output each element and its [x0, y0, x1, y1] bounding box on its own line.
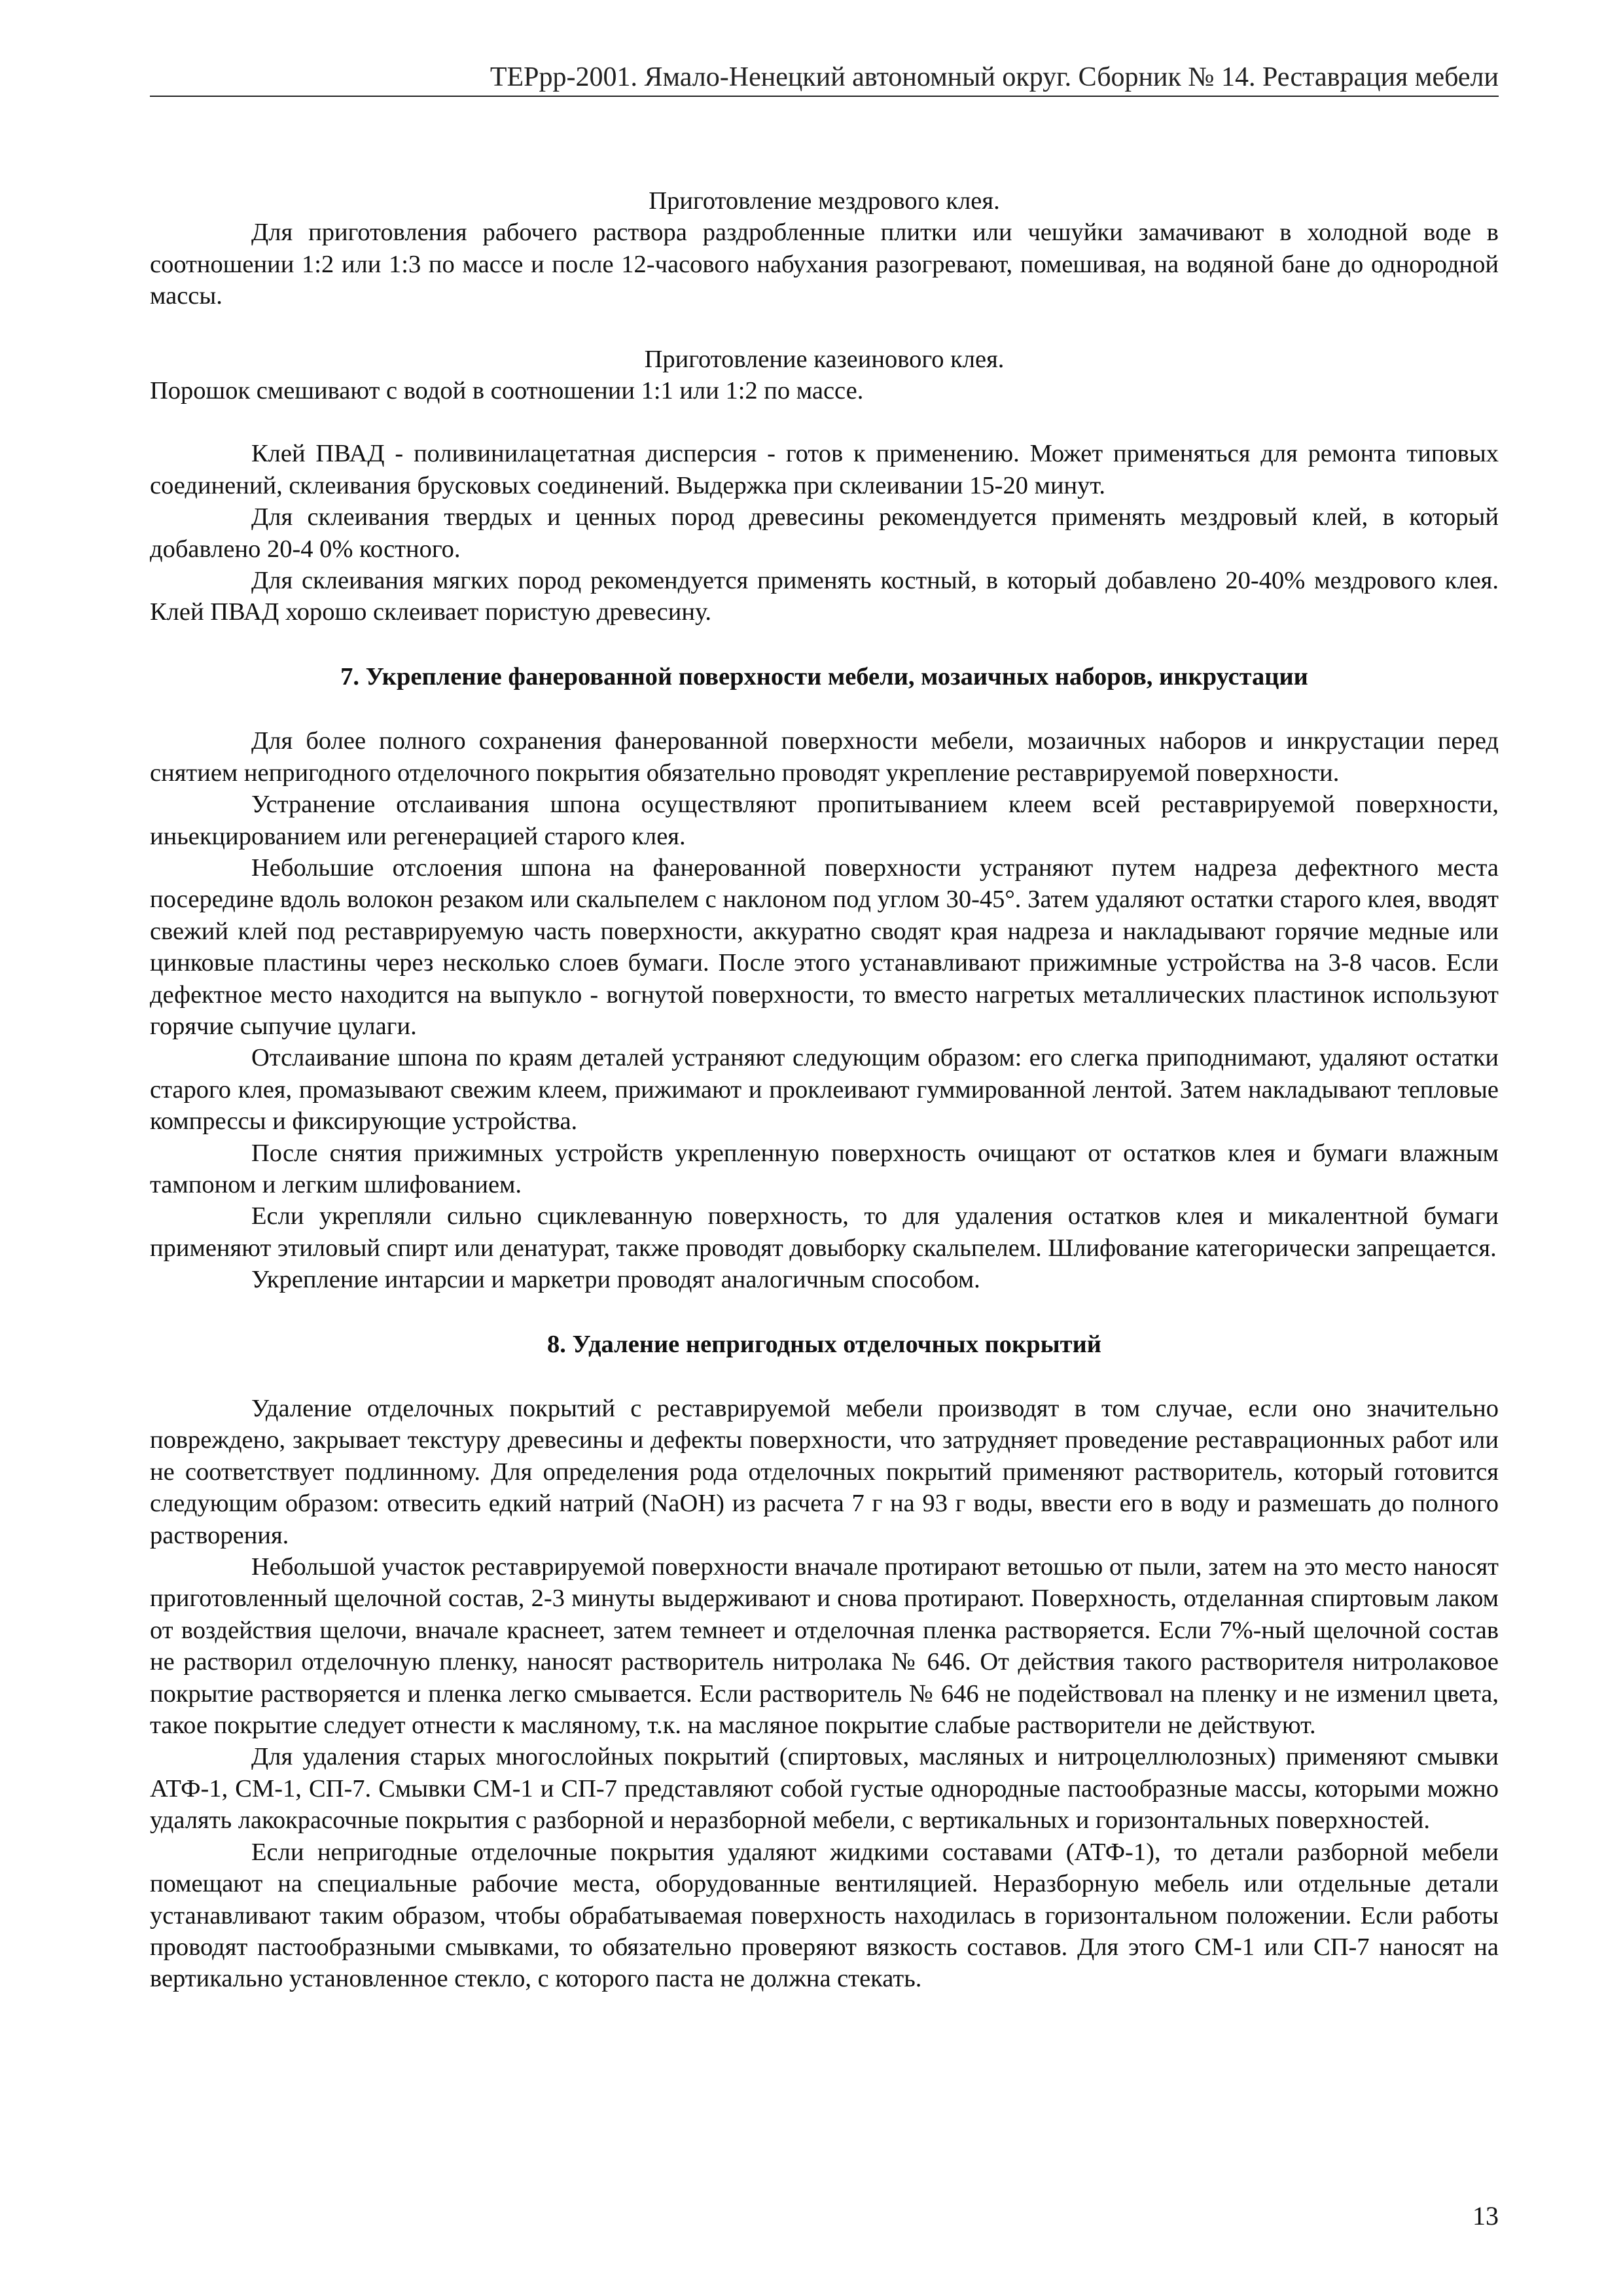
casein-glue-text: Порошок смешивают с водой в соотношении 1:1 или 1:2 по массе.	[150, 377, 864, 405]
casein-glue-title: Приготовление казеинового клея.	[644, 345, 1005, 373]
section-7-paragraph: Отслаивание шпона по краям деталей устраняют следующим образом: его слегка приподнимают, удаляют остатки старого клея, промазывают свежим клеем, прижимают и проклеивают гуммированной лентой. Затем накладывают тепловые компрессы и фиксирующие устройства.	[150, 1044, 1499, 1136]
document-page	[150, 0, 1499, 2296]
spacer	[150, 692, 1499, 725]
mezdra-glue-text: Для приготовления рабочего раствора раздробленные плитки или чешуйки замачивают в холодной воде в соотношении 1:2 или 1:3 по массе и после 12-часового набухания разогревают, помешивая, на водяной бане до однородной массы.	[150, 219, 1499, 310]
spacer	[150, 628, 1499, 661]
soft-wood-glue-text: Для склеивания мягких пород рекомендуется применять костный, в который добавлено 20-40% мездрового клея. Клей ПВАД хорошо склеивает пористую древесину.	[150, 567, 1499, 626]
section-8-heading: 8. Удаление непригодных отделочных покрытий	[547, 1330, 1101, 1358]
section-7-paragraph: Устранение отслаивания шпона осуществляют пропитыванием клеем всей реставрируемой поверхности, иньекцированием или регенерацией старого клея.	[150, 791, 1499, 850]
section-7-paragraph: Небольшие отслоения шпона на фанерованной поверхности устраняют путем надреза дефектного места посередине вдоль волокон резаком или скальпелем с наклоном под углом 30-45°. Затем удаляют остатки старого клея, вводят свежий клей под реставрируемую часть поверхности, аккуратно сводят края надреза и накладывают горячие медные или цинковые пластины через несколько слоев бумаги. После этого устанавливают прижимные устройства на 3-8 часов. Если дефектное место находится на выпукло - вогнутой поверхности, то вместо нагретых металлических пластинок используют горячие сыпучие цулаги.	[150, 853, 1499, 1040]
section-8-paragraph: Небольшой участок реставрируемой поверхности вначале протирают ветошью от пыли, затем на это место наносят приготовленный щелочной состав, 2-3 минуты выдерживают и снова протирают. Поверхность, отделанная спиртовым лаком от воздействия щелочи, вначале краснеет, затем темнеет и отделочная пленка растворяется. Если 7%-ный щелочной состав не растворил отделочную пленку, наносят растворитель нитролака № 646. От действия такого растворителя нитролаковое покрытие растворяется и пленка легко смывается. Если растворитель № 646 не подействовал на пленку и не изменил цвета, такое покрытие следует отнести к масляному, т.к. на масляное покрытие слабые растворители не действуют.	[150, 1553, 1499, 1740]
mezdra-glue-title: Приготовление мездрового клея.	[649, 187, 1000, 215]
section-8-paragraph: Удаление отделочных покрытий с реставрируемой мебели производят в том случае, если оно значительно повреждено, закрывает текстуру древесины и дефекты поверхности, что затрудняет проведение реставрационных работ или не соответствует подлинному. Для определения рода отделочных покрытий применяют растворитель, который готовится следующим образом: отвесить едкий натрий (NaOH) из расчета 7 г на 93 г воды, ввести его в воду и размешать до полного растворения.	[150, 1395, 1499, 1549]
section-8-paragraph: Если непригодные отделочные покрытия удаляют жидкими составами (АТФ-1), то детали разборной мебели помещают на специальные рабочие места, оборудованные вентиляцией. Неразборную мебель или отдельные детали устанавливают таким образом, чтобы обрабатываемая поверхность находилась в горизонтальном положении. Если работы проводят пастообразными смывками, то обязательно проверяют вязкость составов. Для этого СМ-1 или СП-7 наносят на вертикально установленное стекло, с которого паста не должна стекать.	[150, 1838, 1499, 1993]
pvad-glue-text: Клей ПВАД - поливинилацетатная дисперсия - готов к применению. Может применяться для ремонта типовых соединений, склеивания брусковых соединений. Выдержка при склеивании 15-20 минут.	[150, 440, 1499, 499]
spacer	[150, 1296, 1499, 1329]
document-body	[150, 185, 1499, 1995]
section-7-paragraph: Укрепление интарсии и маркетри проводят аналогичным способом.	[251, 1266, 980, 1294]
section-7-paragraph: Для более полного сохранения фанерованной поверхности мебели, мозаичных наборов и инкрустации перед снятием непригодного отделочного покрытия обязательно проводят укрепление реставрируемой поверхности.	[150, 727, 1499, 787]
running-header: ТЕРрр-2001. Ямало-Ненецкий автономный округ. Сборник № 14. Реставрация мебели	[490, 62, 1499, 92]
spacer	[150, 406, 1499, 438]
spacer	[150, 1360, 1499, 1393]
section-7-paragraph: После снятия прижимных устройств укрепленную поверхность очищают от остатков клея и бумаги влажным тампоном и легким шлифованием.	[150, 1139, 1499, 1198]
section-8-paragraph: Для удаления старых многослойных покрытий (спиртовых, масляных и нитроцеллюлозных) применяют смывки АТФ-1, СМ-1, СП-7. Смывки СМ-1 и СП-7 представляют собой густые однородные пастообразные массы, которыми можно удалять лакокрасочные покрытия с разборной и неразборной мебели, с вертикальных и горизонтальных поверхностей.	[150, 1743, 1499, 1835]
page-number: 13	[1472, 2201, 1499, 2231]
section-7-paragraph: Если укрепляли сильно сциклеванную поверхность, то для удаления остатков клея и микалентной бумаги применяют этиловый спирт или денатурат, также проводят довыборку скальпелем. Шлифование категорически запрещается.	[150, 1202, 1499, 1262]
spacer	[150, 312, 1499, 344]
hard-wood-glue-text: Для склеивания твердых и ценных пород древесины рекомендуется применять мездровый клей, в который добавлено 20-4 0% костного.	[150, 503, 1499, 563]
header-rule	[150, 96, 1499, 97]
section-7-heading: 7. Укрепление фанерованной поверхности мебели, мозаичных наборов, инкрустации	[340, 662, 1308, 691]
